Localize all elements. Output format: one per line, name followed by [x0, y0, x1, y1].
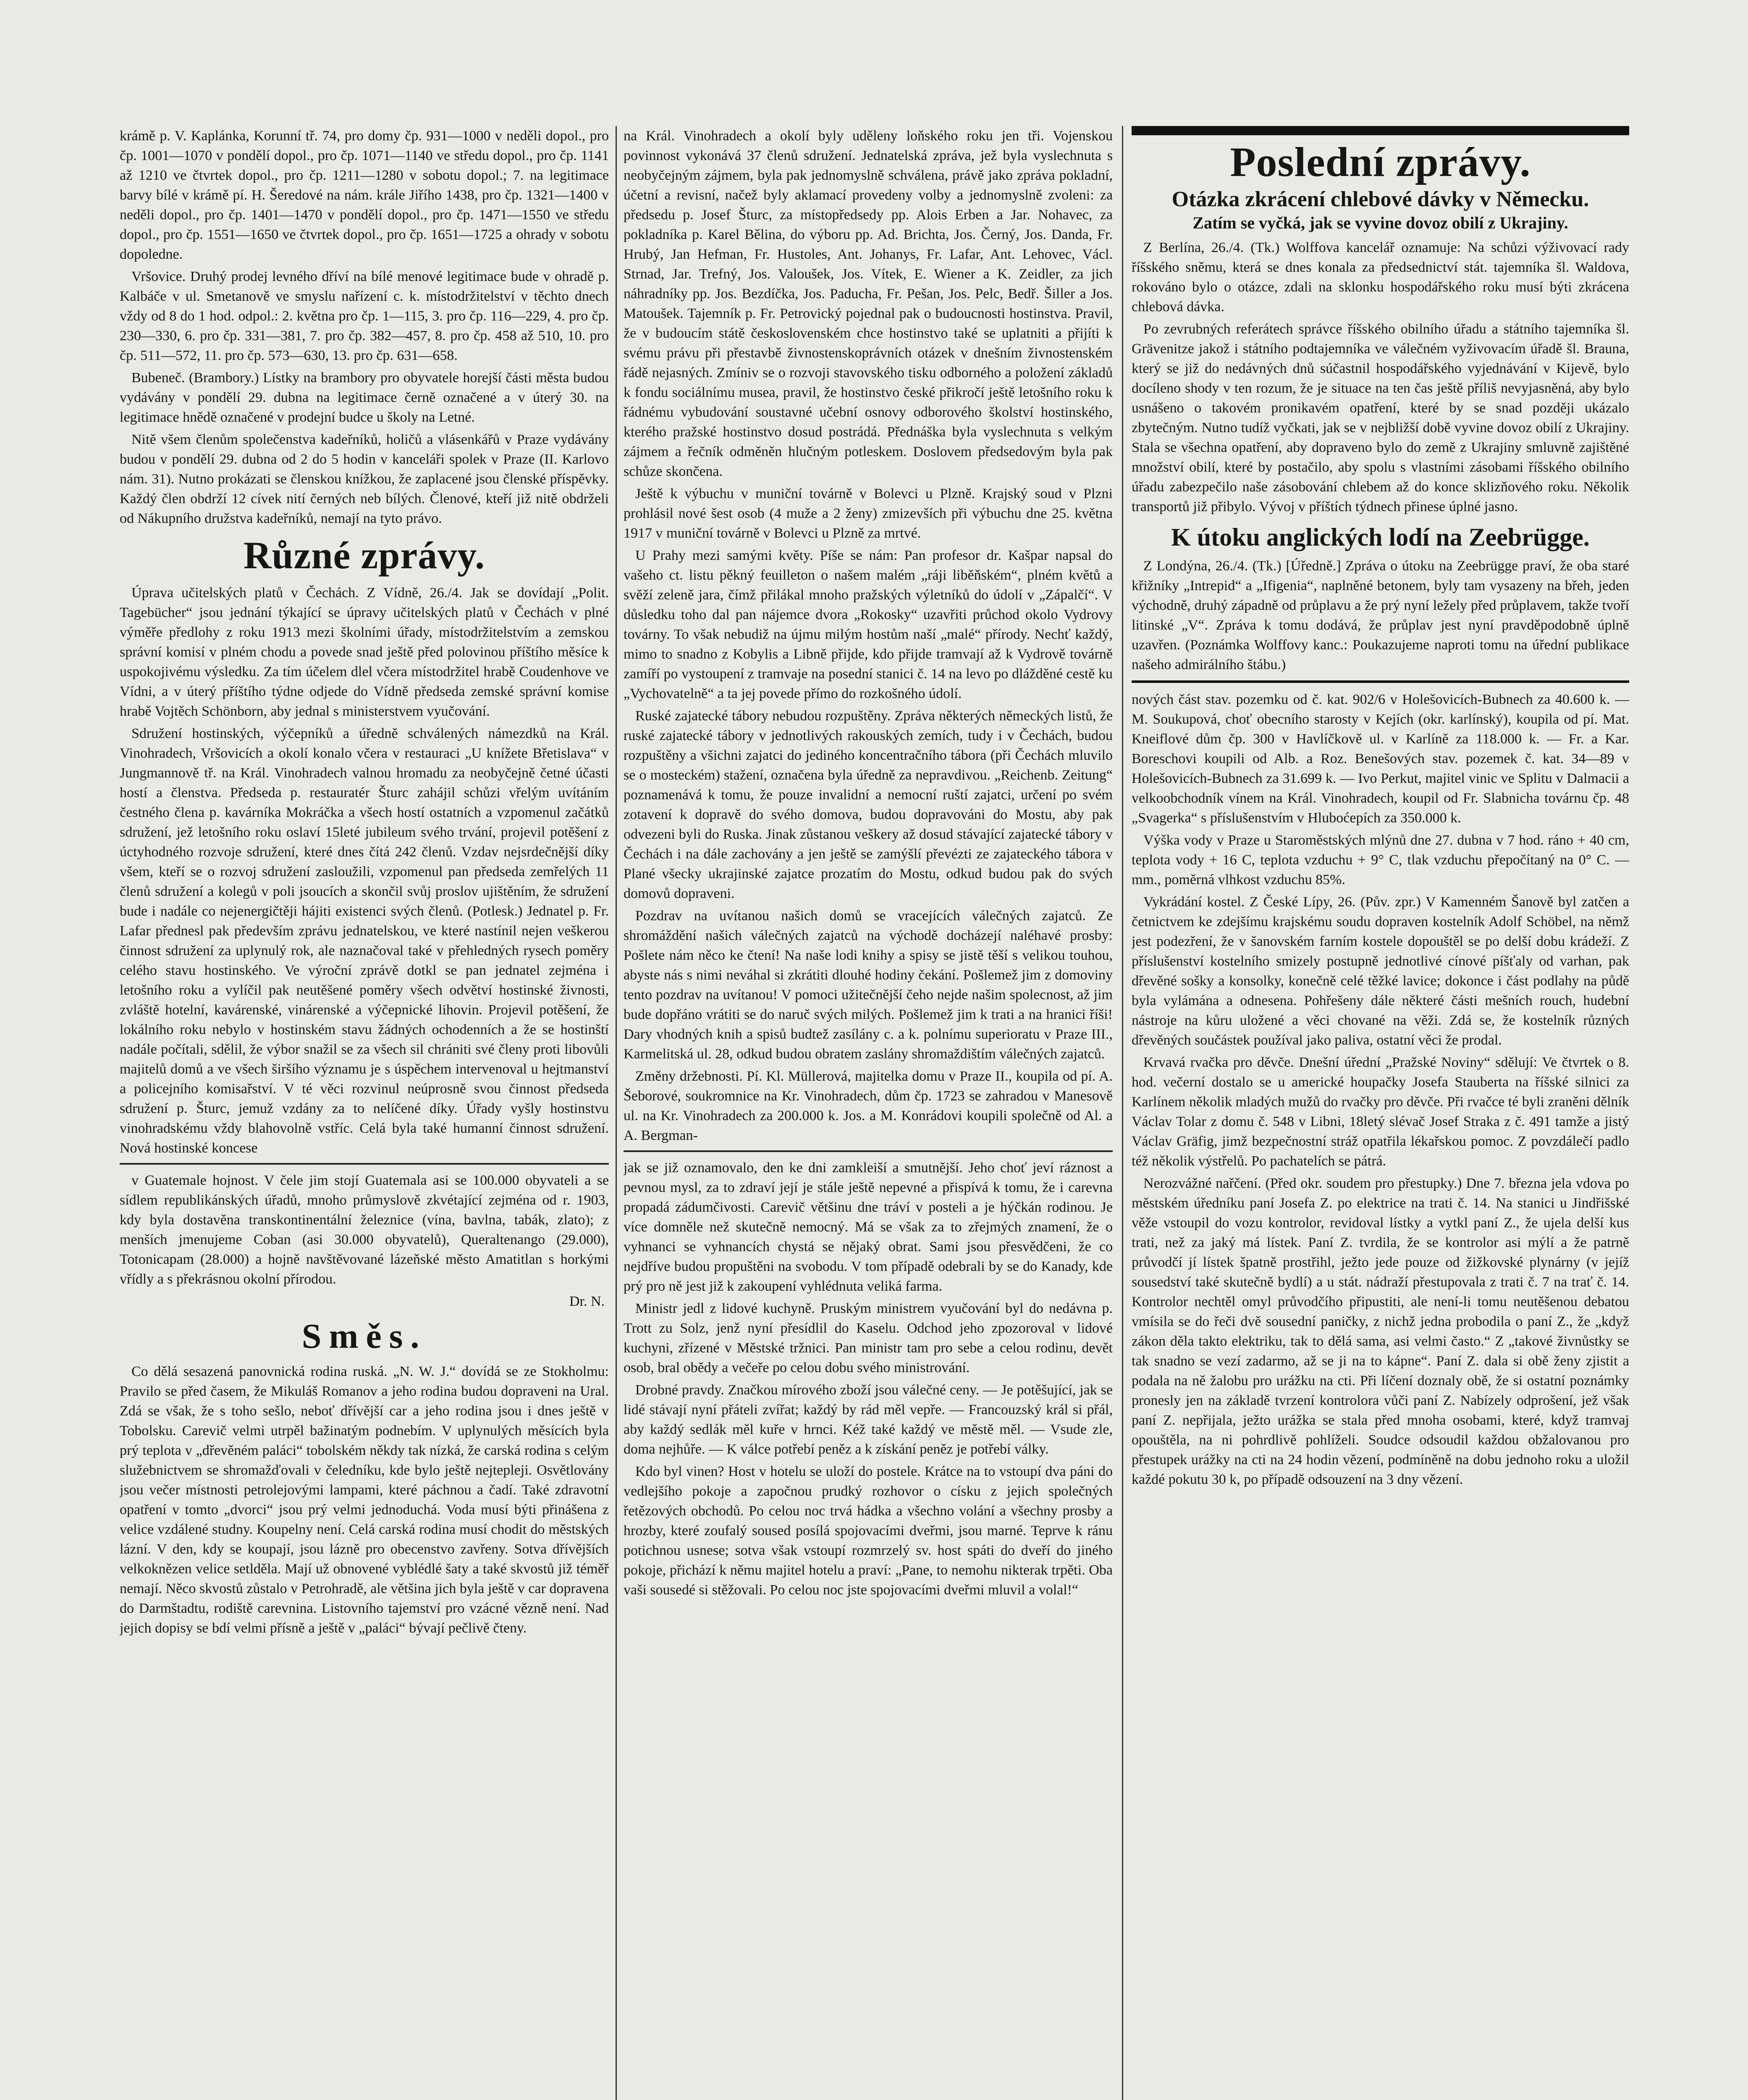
article-kvety: U Prahy mezi samými květy. Píše se nám: Pan profesor dr. Kašpar napsal do vašeho ct. listu pěkný feuilleton o našem malém „ráji liběňském“, plném květů a svěží zeleně jara, čímž přilákal mnoho pražských výletníků do údolí v „Zápalčí“. V důsledku toho dal pan nájemce dvora „Rokosky“ uzavřiti průchod okolo Vydrovy továrny. To však nebudiž na újmu milým hostům naší „malé“ přírody. Nechť každý, mimo to snadno z Kobylis a Libně přijde, kdo přijde tramvají až k Vydrově továrně zamíří po vystoupení z tramvaje na posední stanici č. 14 na levo po dlážděné cestě ku „Vychovatelně“ a ta jej povede přímo do rozkošného údolí.: [624, 548, 1113, 701]
column-divider: [120, 1163, 609, 1165]
article-vrsovice: Vršovice. Druhý prodej levného dříví na bílé menové legitimace bude v ohradě p. Kalbáče v ul. Smetanově ve smyslu nařízení c. k. místodržitelství v těchto dnech vždy od 8 do 1 hod. odpol.: 2. května pro čp. 1—115, 3. pro čp. 116—229, 4. pro čp. 230—330, 6. pro čp. 331—381, 7. pro čp. 382—457, 8. pro čp. 458 až 510, 10. pro čp. 511—572, 11. pro čp. 573—630, 13. pro čp. 631—658.: [120, 269, 609, 363]
article-ucitele: Úprava učitelských platů v Čechách. Z Vídně, 26./4. Jak se dovídají „Polit. Tagebücher“ jsou jednání týkající se úpravy učitelských platů v Čechách v plné výměře předlohy z roku 1913 mezi školními úřady, místodržitelstvím a zemskou správní komisí v plném chodu a povede snad ještě před polovinou příštího měsíce k uspokojivému výsledku. Za tím účelem dlel včera místodržitel hrabě Coudenhove ve Vídni, a v úterý příštího týdne odjede do Vídně předseda zemské správní komise hrabě Vojtěch Schönborn, aby jednal s ministerstvem vyučování.: [120, 585, 609, 719]
column-divider: [624, 1150, 1113, 1152]
article-drzebnosti-cont: nových část stav. pozemku od č. kat. 902/6 v Holešovicích-Bubnech za 40.600 k. — M. Soukupová, choť obecního starosty v Kejích (okr. karlínský), koupila od pí. Mat. Kneiflové dům čp. 300 v Havlíčkově ul. v Karlíně za 118.000 k. — Fr. a Kar. Boreschovi koupili od Alb. a Roz. Benešových stav. pozemek č. kat. 34—89 v Holešovicích-Bubnech za 31.699 k. — Ivo Perkut, majitel vinic ve Splitu v Dalmacii a velkoobchodník vínem na Král. Vinohradech, koupil od Fr. Slabnicha továrnu čp. 48 „Svagerka“ s příslušenstvím v Hluboćepích za 350.000 k.: [1132, 692, 1629, 826]
article-schedule-1: krámě p. V. Kaplánka, Korunní tř. 74, pro domy čp. 931—1000 v neděli dopol., pro čp. 1001—1070 v pondělí dopol., pro čp. 1071—1140 ve středu dopol., pro čp. 1141 až 1210 ve čtvrtek dopol., pro čp. 1211—1280 v sobotu dopol.; 7. na legitimace barvy bílé v krámě pí. H. Šeredové na nám. krále Jiřího 1438, pro čp. 1321—1400 v neděli dopol., pro čp. 1401—1470 v pondělí dopol., pro čp. 1471—1550 ve středu dopol., pro čp. 1551—1650 ve čtvrtek dopol., pro čp. 1651—1725 a ohrady v sobotu dopoledne.: [120, 128, 609, 262]
headline-zeebrugge: K útoku anglických lodí na Zeebrügge.: [1171, 523, 1590, 551]
article-guatemala: v Guatemale hojnost. V čele jim stojí Guatemala asi se 100.000 obyvateli a se sídlem republikánských úřadů, mnoho průmyslově zkvétající zejména od r. 1903, kdy byla dostavěna transkontinentální železnice (vína, bavlna, tabák, zlato); z menších jmenujeme Coban (asi 30.000 obyvatelů), Queraltenango (29.000), Totonicapam (28.000) a hojně navštěvované lázeňské město Amatitlan s horkými vřídly a s překrásnou okolní přírodou.: [120, 1173, 609, 1287]
article-romanov-cont: jak se již oznamovalo, den ke dni zamkleiší a smutnější. Jeho choť jeví ráznost a pevnou mysl, za to zdraví její je stále ještě nepevné a přispívá k tomu, že i carevna propadá zádumčivosti. Carevič většinu dne tráví v posteli a je hýčkán rodinou. Je více domněle než skutečně nemocný. Má se však za to zřejmých znamení, že o vyhnanci se vyhnancích chystá se nějaký obrat. Sami jsou přesvědčeni, že co nejdříve budou propuštěni na svobodu. V tom případě odebrali by se do Kanady, kde prý pro ně jest již k zakoupení vyhlédnuta veliká farma.: [624, 1160, 1113, 1294]
article-kdo-byl-vinen: Kdo byl vinen? Host v hotelu se uloží do postele. Krátce na to vstoupí dva páni do vedlejšího pokoje a započnou prudký rozhovor o císku z jejich společných řetězových obchodů. Po celou noc trvá hádka a všechno volání a všechny prosby a hrozby, které zoufalý soused posílá spojovacími dveřmi, jsou marné. Teprve k ránu potichnou usnese; sotva však vstoupí rozmrzelý sv. host spáti do dveří do jiného pokoje, přichází k němu majitel hotelu a praví: „Pane, to nemohu nikterak trpěti. Oba vaši sousedé si stěžovali. Po celou noc jste spojovacími dveřmi mluvil a volal!“: [624, 1464, 1113, 1598]
article-zajatecke-tabory: Ruské zajatecké tábory nebudou rozpuštěny. Zpráva některých německých listů, že ruské zajatecké tábory v jednotlivých rakouských zemích, tudy i v Čechách, budou rozpuštěny a všichni zajatci do jediného koncentračního tábora (při Čechách mluvilo se o mosteckém) stažení, označena byla úředně za nepravdivou. „Reichenb. Zeitung“ poznamenává k tomu, že pouze invalidní a nemocní ruští zajatci, určení po svém zotavení k dopravě do svého domova, budou dopravováni do Mostu, aby pak odvezeni byli do Ruska. Jinak zůstanou veškery až dosud stávající zajatecké tábory v Čechách i na dále zachovány a jen ještě se zamýšlí převézti ze zajateckého tábora v Plané všecky ukrajinské zajatce prozatím do Mostu, odkud budou pak do svých domovů dopraveni.: [624, 708, 1113, 901]
article-drobne-pravdy: Drobné pravdy. Značkou mírového zboží jsou válečné ceny. — Je potěšující, jak se lidé stávají nyní přáteli zvířat; každý by rád měl vepře. — Francouzský král si přál, aby každý sedlák měl kuře v hrnci. Kéž také každý ve městě měl. — Vsude zle, doma nejhůře. — K válce potřebí peněz a k získání peněz je potřebí války.: [624, 1382, 1113, 1457]
signature: Dr. N.: [569, 1294, 605, 1309]
banner-title: Poslední zprávy.: [1230, 139, 1531, 185]
article-bolevec: Ještě k výbuchu v muniční továrně v Bolevci u Plzně. Krajský soud v Plzni prohlásil nové šest osob (4 muže a 2 ženy) zmizevších při výbuchu dne 25. května 1917 v muniční továrně v Bolevci u Plzně za mrtvé.: [624, 486, 1113, 541]
column-1: [120, 126, 609, 2100]
section-heading-smes: Směs.: [301, 1317, 427, 1356]
article-rvacka: Krvavá rvačka pro děvče. Dnešní úřední „Pražské Noviny“ sdělují: Ve čtvrtek o 8. hod. večerní dostalo se u americké houpačky Josefa Stauberta na říšské silnici za Karlínem několik mladých mužů do rvačky pro děvče. Při rvačce té byli zraněni dělník Václav Tolar z domu č. 548 v Libni, 18letý slévač Josef Straka z č. 491 tamže a jistý Václav Gräfig, jimž bezpečnostní stráž opatřila lékařskou pomoc. Z povzdálečí padlo též několik výstřelů. Po pachatelích se pátrá.: [1132, 1055, 1629, 1169]
subheadline: Zatím se vyčká, jak se vyvine dovoz obilí z Ukrajiny.: [1192, 213, 1568, 232]
article-berlin: Z Berlína, 26./4. (Tk.) Wolffova kancelář oznamuje: Na schůzi výživovací rady říšského sněmu, která se dnes konala za předsednictví stát. tajemníka šl. Waldova, rokováno bylo o otázce, zdali na sklonku hospodářského roku musí býti zkrácena chlebová dávka.: [1132, 240, 1629, 315]
article-berlin-cont: Po zevrubných referátech správce říšského obilního úřadu a státního tajemníka šl. Grävenitze jakož i státního podtajemníka ve válečném vyživovacím úřadě šl. Brauna, který se již do nedávných dnů súčastnil hospodářského vyjednávání v Kijevě, bylo docíleno shody v ten rozum, že je situace na ten čas ještě příliš nevyjasněná, aby bylo usnášeno o takovém pronikavém opatření, které by se snad později ukázalo zbytečným. Nutno tudíž vyčkati, jak se v nejbližší době vyvine dovoz obilí z Ukrajiny. Stala se všechna opatření, aby dopraveno bylo do země z Ukrajiny smluvně zajištěné množství obilí, které by postačilo, aby spolu s vlastními zásobami říšského obilního úřadu zabezpečilo naše zásobování chlebem až do konce sklizňového roku. Několik transportů již přibylo. Vývoj v příštích týdnech přinese úplné jasno.: [1132, 321, 1629, 514]
headline: Otázka zkrácení chlebové dávky v Německu.: [1171, 187, 1589, 211]
article-zeebrugge: Z Londýna, 26./4. (Tk.) [Úředně.] Zpráva o útoku na Zeebrügge praví, že oba staré křižníky „Intrepid“ a „Ifigenia“, naplněné betonem, byly tam vysazeny na břeh, jeden východně, druhý západně od průplavu a že prý nyní ležely před průplavem, takže tvoří litinské „V“. Zpráva k tomu dodává, že průplav jest nyní pravděpodobně úplně uzavřen. (Poznámka Wolffovy kanc.: Poukazujeme naproti tomu na úřední publikace našeho admirálního štábu.): [1132, 558, 1629, 672]
section-heading-ruzne-zpravy: Různé zprávy.: [243, 534, 485, 577]
section-bar: [1132, 680, 1629, 683]
vertical-rule-2: [1122, 126, 1123, 2100]
column-3: [1132, 126, 1629, 2100]
article-bubenec: Bubeneč. (Brambory.) Lístky na brambory pro obyvatele horejší části města budou vydávány v pondělí 29. dubna na legitimace černě označené a v úterý 30. na legitimace hnědě označené v prodejní budce u školy na Letné.: [120, 370, 609, 425]
article-zmeny-drzebnosti: Změny držebnosti. Pí. Kl. Müllerová, majitelka domu v Praze II., koupila od pí. A. Šeborové, soukromnice na Kr. Vinohradech, dům čp. 1723 se zahradou v Manesově ul. na Kr. Vinohradech za 200.000 k. Jos. a M. Konrádovi koupili společně od Al. a A. Bergman-: [624, 1068, 1113, 1143]
article-ministr: Ministr jedl z lidové kuchyně. Pruským ministrem vyučování byl do nedávna p. Trott zu Solz, jenž nyní přesídlil do Kaselu. Odchod jeho zpozoroval v lidové kuchyni, zřízené v Městské tržnici. Pan ministr tam pro sebe a celou rodinu, devět osob, bral obědy a večeře po celou dobu svého ministrování.: [624, 1301, 1113, 1376]
article-vyska-vody: Výška vody v Praze u Staroměstských mlýnů dne 27. dubna v 7 hod. ráno + 40 cm, teplota vody + 16 C, teplota vzduchu + 9° C, tlak vzduchu přepočítaný na 0° C. — mm., poměrná vlhkost vzduchu 85%.: [1132, 832, 1629, 887]
article-kadernici: Nitě všem členům společenstva kadeřníků, holičů a vlásenkářů v Praze vydávány budou v pondělí 29. dubna od 2 do 5 hodin v kanceláři spolek v Praze (II. Karlovo nám. 31). Nutno prokázati se členskou knížkou, že zaplacené jsou členské příspěvky. Každý člen obdrží 12 cívek nití černých neb bílých. Členové, kteří již nitě obdrželi od Nákupního družstva kadeřníků, nemají na tyto právo.: [120, 432, 609, 526]
article-hostinsky-cont: na Král. Vinohradech a okolí byly uděleny loňského roku jen tři. Vojenskou povinnost vykonává 37 členů sdružení. Jednatelská zpráva, jež byla vyslechnuta s neobyčejným zájmem, byla pak jednomyslně schválena, právě jako zpráva pokladní, účetní a revisní, načež byly aklamací provedeny volby a jednomyslně zvoleni: za předsedu p. Josef Šturc, za místopředsedy pp. Alois Erben a Jar. Nohavec, za pokladníka p. Karel Bělina, do výboru pp. Ad. Brichta, Jos. Černý, Jos. Danda, Fr. Hrubý, Jan Hefman, Fr. Hustoles, Ant. Johanys, Fr. Lafar, Ant. Lehovec, Václ. Strnad, Jar. Trefný, Jos. Valoušek, Jos. Vítek, E. Wiener a K. Zeidler, za jich náhradníky pp. Jos. Bezdíčka, Jos. Paducha, Fr. Pešan, Jos. Pelc, Bedř. Šiller a Jos. Matoušek. Tajemník p. Fr. Petrovický pojednal pak o budoucnosti hostinstva. Pravil, že v budoucím státě československém chce hostinstvo také se uplatniti a přijíti k svému právu při přestavbě živnostenskoprávních otázek v dnešním živnostenském řádě nejasných. Zmíniv se o rozvoji stavovského tisku odborného a položení základů k fondu sociálnímu musea, pravil, že hostinstvo české přikročí ještě letošního roku k řádnému vybudování soustavné učební osnovy odborového školství hostinského, kterého pražské hostinstvo dosud postrádá. Přednáška byla vyslechnuta s velkým zájmem a řečník odměněn hlučným potleskem. Doslovem předsedovým byla pak schůze skončena.: [624, 128, 1113, 479]
article-kostel: Vykrádání kostel. Z České Lípy, 26. (Pův. zpr.) V Kamenném Šanově byl zatčen a četnictvem ke zdejšímu krajskému soudu dopraven kostelník Adolf Schöbel, na němž jest podezření, že v šanovském farním kostele dopouštěl se po delší dobu krádeží. Z příslušenství kostelního smizely postupně jednotlivé cínové píšťaly od varhan, pak dřevěné sošky a konsolky, konečně celé těžké lavice; dokonce i část podlahy na půdě byla vylámána a odnesena. Pohřešeny dále některé části mešních rouch, hudební nástroje na kůru uložené a věci chované na věži. Zdá se, že kostelník různých dřevěných součástek používal jako paliva, ostatní věci že prodal.: [1132, 894, 1629, 1048]
banner-bar: [1132, 126, 1629, 135]
article-hostinsky: Sdružení hostinských, výčepníků a úředně schválených námezdků na Král. Vinohradech, Vršovicích a okolí konalo včera v restauraci „U knížete Břetislava“ v Jungmannově tř. na Král. Vinohradech valnou hromadu za neobyčejně četné účasti hostí a členstva. Předseda p. restauratér Šturc zahájil schůzi vřelým uvítáním čestného člena p. kavárníka Mokráčka a všech hostí ostatních a vzpomenul začátků sdružení, jež letošního roku oslaví 15leté jubileum svého trvání, projevil potěšení z úctyhodného rozvoje sdružení, které dnes čítá 242 členů. Vzdav nejsrdečnější díky všem, kteří se o rozvoj sdružení zasloužili, vzpomenul pan předseda zemřelých 11 členů sdružení a kolegů v poli jsoucích a skončil svůj proslov ujištěním, že sdružení bude i nadále co nejenergičtěji hájiti existenci svých členů. (Potlesk.) Jednatel p. Fr. Lafar přednesl pak především zprávu jednatelskou, ve které nastínil nejen veškerou činnost sdružení za uplynulý rok, ale naznačoval také v přehledných rysech poměry celého stavu hostinského. Ve výroční zprávě dotkl se pan jednatel zejména i letošního roku a vylíčil pak neutěšené poměry všech odvětví hostinské živnosti, zvláště hotelní, kavárenské, vinárenské a výčepnické lihovin. Projevil potěšení, že lokálního roku nebylo v hostinském stavu žádných ochodenních a že se hostinští nadále počítali, sdělil, že výbor snažil se za všech sil chrániti své členy proti libovůli majitelů domů a ve všech širšího významu je s úspěchem intervenoval u hejtmanství a policejního komisařství. V té věci rozvinul neúprosně svou činnost předseda sdružení p. Šturc, jemuž vzdány za to nelíčené díky. Úřady vyšly hostinstvu vinohradskému vždy blahovolně vstříc. Celá byla také humanní činnost sdružení. Nová hostinské koncese: [120, 726, 609, 1156]
article-romanov: Co dělá sesazená panovnická rodina ruská. „N. W. J.“ dovídá se ze Stokholmu: Pravilo se před časem, že Mikuláš Romanov a jeho rodina budou dopraveni na Ural. Zdá se však, že s toho sešlo, neboť dřívější car a jeho rodina jsou i dnes ještě v Tobolsku. Carevič velmi utrpěl bažinatým podnebím. V uplynulých měsících byla prý teplota v „dřevěném paláci“ tobolském někdy tak nízká, že carská rodina s celým služebnictvem se shromažďovali v čeledníku, kde bylo ještě nejtepleji. Osvětlovány jsou večer místnosti petrolejovými lampami, které páchnou a čadí. Také zdravotní opatření v tomto „dvorci“ jsou prý velmi jednoduchá. Voda musí býti přinášena z velice vzdálené studny. Koupelny není. Celá carská rodina musí chodit do městských lázní. V den, kdy se koupají, jsou lázně pro obecenstvo zavřeny. Sotva dřívějších velkoknězen velice setlděla. Mají už obnovené vyblédlé šaty a také skvostů již téměř nemají. Něco skvostů zůstalo v Petrohradě, ale většina jich byla ještě v car dopravena do Darmštadtu, rodiště carevnina. Listovního tajemství pro vzácné vězně není. Nad jejich dopisy se bdí velmi přísně a ještě v „paláci“ bývají pečlivě čteny.: [120, 1364, 609, 1636]
vertical-rule-1: [616, 126, 617, 2100]
article-narceni: Nerozvážné nařčení. (Před okr. soudem pro přestupky.) Dne 7. března jela vdova po městském úředníku paní Josefa Z. po elektrice na trati č. 14. Na stanici u Jindřišské věže vstoupil do vozu kontrolor, revidoval lístky a vytkl paní Z., že ujela delší kus trati, než za jaký má lístek. Paní Z. tvrdila, že se kontrolor asi mýlí a že patrně průvodčí jí lístek špatně prostřihl, ježto jede pouze od žižkovské plynárny (v jejíž sousedství také skutečně bydlí) a u stát. nádraží přestupovala z trati č. 7 na trať č. 14. Kontrolor nechtěl omyl průvodčího připustiti, ale není-li tomu neutěšenou debatou vmísila se do řeči dvě sousední paničky, z nichž jedna probodila o paní Z., že „když zákon děla takto elektriku, tak to dělá sama, asi velmi často.“ Z „takové živnůstky se tak snadno se vezí zadarmo, až se ji na to kápne“. Paní Z. dala si obě ženy zjistit a podala na ně žalobu pro urážku na cti. Při líčení doznaly obě, že si ostatní poznámky pronesly jen na základě tvrzení kontrolora vůči paní Z. Nabízely odprošení, jež však paní Z. nepřijala, ježto urážka se stala před mnoha osobami, které, když tramvaj opouštěla, na ni pohrdlivě pohlíželi. Soudce odsoudil každou obžalovanou pro přestupek urážky na cti na 24 hodin vězení, podmíněně na dobu jednoho roku a uložil každé pokutu 30 k, po případě odsouzení na 3 dny vězení.: [1132, 1176, 1629, 1487]
column-2: [624, 126, 1113, 2100]
article-pozdrav-zajatcum: Pozdrav na uvítanou našich domů se vracejících válečných zajatců. Ze shromáždění našich válečných zajatců na východě docházejí naléhavé prosby: Pošlete nám něco ke čtení! Na naše lodi knihy a spisy se jistě těší s velikou touhou, abyste nás s nimi neváhal si zkrátiti dlouhé hodiny čekání. Pošlemež jim z domoviny tento pozdrav na uvítanou! V pomoci užitečnější čeho nejde našim spolecnost, až jim bude dopřáno vrátiti se do naruč svých milých. Pošlemež jim k trati a na hranici říši! Dary vhodných knih a spisů budtež zasílány c. a k. polnímu superioratu v Praze III., Karmelitská ul. 28, odkud budou obratem zaslány shromaždištím válečných zajatců.: [624, 908, 1113, 1062]
